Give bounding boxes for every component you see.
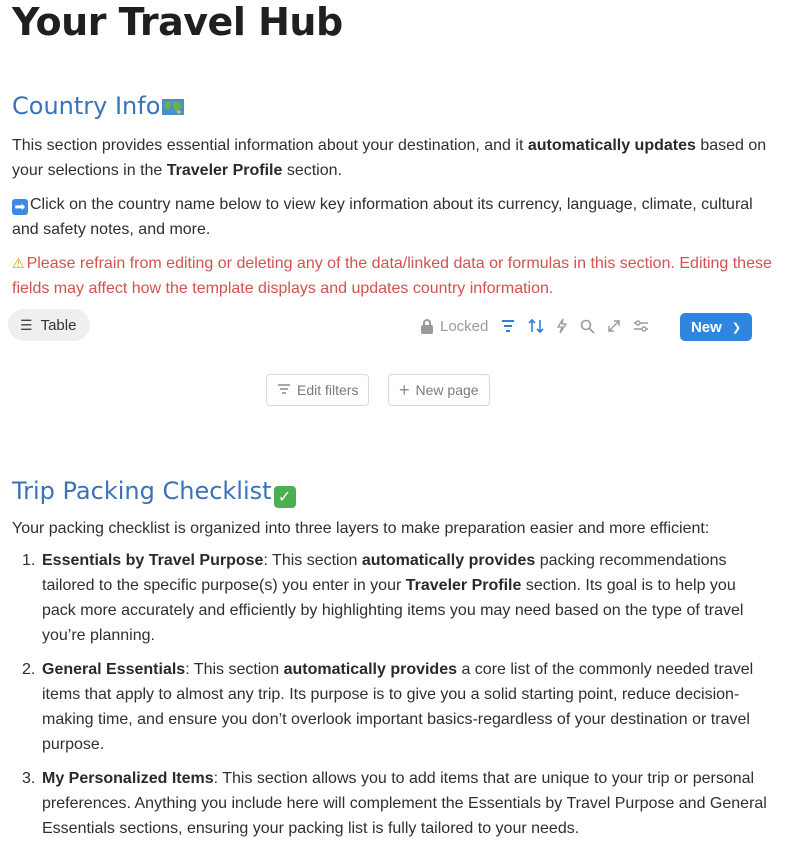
- packing-layers-list: [12, 548, 772, 850]
- locked-indicator[interactable]: [420, 318, 488, 335]
- plus-icon: +: [399, 379, 410, 400]
- text-segment: : This section: [185, 661, 284, 678]
- filter-icon: [277, 382, 291, 398]
- packing-checklist-title: Trip Packing Checklist: [12, 477, 272, 505]
- text-bold: automatically provides: [283, 661, 457, 678]
- text-bold: Traveler Profile: [405, 577, 522, 594]
- text-segment: section.: [282, 162, 342, 179]
- text-segment: based on your selections in the: [12, 137, 767, 179]
- new-page-button[interactable]: [388, 374, 490, 406]
- settings-sliders-icon[interactable]: [633, 319, 649, 333]
- item-title: My Personalized Items: [42, 770, 214, 787]
- country-info-heading: [12, 92, 184, 122]
- text-segment: This section provides essential information about your destination, and it: [12, 137, 528, 154]
- text-bold: automatically updates: [527, 137, 696, 154]
- world-map-icon: [162, 94, 184, 122]
- tab-table-view[interactable]: [8, 309, 90, 341]
- right-arrow-icon: ➡: [12, 199, 28, 215]
- edit-filters-button[interactable]: [266, 374, 369, 406]
- list-number: 3.: [22, 770, 36, 787]
- new-button-label: New: [690, 318, 722, 336]
- lock-icon: [420, 318, 434, 334]
- text-bold: Traveler Profile: [166, 162, 283, 179]
- list-icon: ☰: [20, 316, 33, 333]
- packing-intro: Your packing checklist is organized into three layers to make preparation easier and more efficient:: [12, 520, 710, 537]
- text-segment: : This section: [263, 552, 362, 569]
- edit-filters-label: Edit filters: [297, 382, 359, 398]
- country-info-description: [12, 133, 772, 183]
- warning-icon: ⚠: [12, 255, 25, 271]
- text-segment: : This section allows you to add items that are unique to your trip or personal preferences. Anything you include here will complement the Essentials by Travel Purpose and General Essentials sections, ensuring your packing list is fully tailored to your needs.: [42, 770, 767, 837]
- item-title: General Essentials: [42, 661, 186, 678]
- list-number: 2.: [22, 661, 36, 678]
- tab-label: Table: [40, 316, 77, 334]
- list-item: [12, 766, 772, 841]
- country-info-warning: [12, 251, 772, 301]
- search-icon[interactable]: [580, 319, 595, 334]
- list-number: 1.: [22, 552, 36, 569]
- text-segment: packing recommendations tailored to the specific purpose(s) you enter in your: [42, 552, 727, 594]
- database-toolbar: [420, 313, 661, 339]
- text-bold: automatically provides: [361, 552, 536, 569]
- sort-icon[interactable]: [528, 318, 544, 334]
- list-item: [12, 548, 772, 648]
- filter-icon[interactable]: [500, 319, 516, 333]
- chevron-down-icon[interactable]: ❯: [731, 321, 742, 334]
- check-mark-button-icon: ✓: [274, 486, 296, 508]
- country-info-title: Country Info: [12, 92, 161, 120]
- automation-bolt-icon[interactable]: [556, 318, 568, 334]
- text-segment: section. Its goal is to help you pack more accurately and efficiently by highlighting items you may need based on the type of travel you’re planning.: [42, 577, 744, 644]
- item-title: Essentials by Travel Purpose: [42, 552, 264, 569]
- expand-icon[interactable]: [607, 319, 621, 333]
- warning-text: Please refrain from editing or deleting any of the data/linked data or formulas in this section. Editing these fields may affect how the template displays and updates country information.: [12, 255, 772, 297]
- page-title: Your Travel Hub: [12, 0, 343, 44]
- new-page-label: New page: [415, 382, 479, 398]
- packing-checklist-heading: [12, 477, 296, 508]
- text-segment: a core list of the commonly needed travel items that apply to almost any trip. Its purpose is to give you a solid starting point, reduce decision-making time, and ensure you don’t overlook important basics-regardless of your destination or travel purpose.: [42, 661, 754, 753]
- locked-label: Locked: [440, 317, 489, 335]
- list-item: [12, 657, 772, 757]
- instruction-text: Click on the country name below to view key information about its currency, language, climate, cultural and safety notes, and more.: [12, 196, 753, 238]
- country-info-instruction: [12, 192, 772, 242]
- new-button[interactable]: [680, 313, 752, 341]
